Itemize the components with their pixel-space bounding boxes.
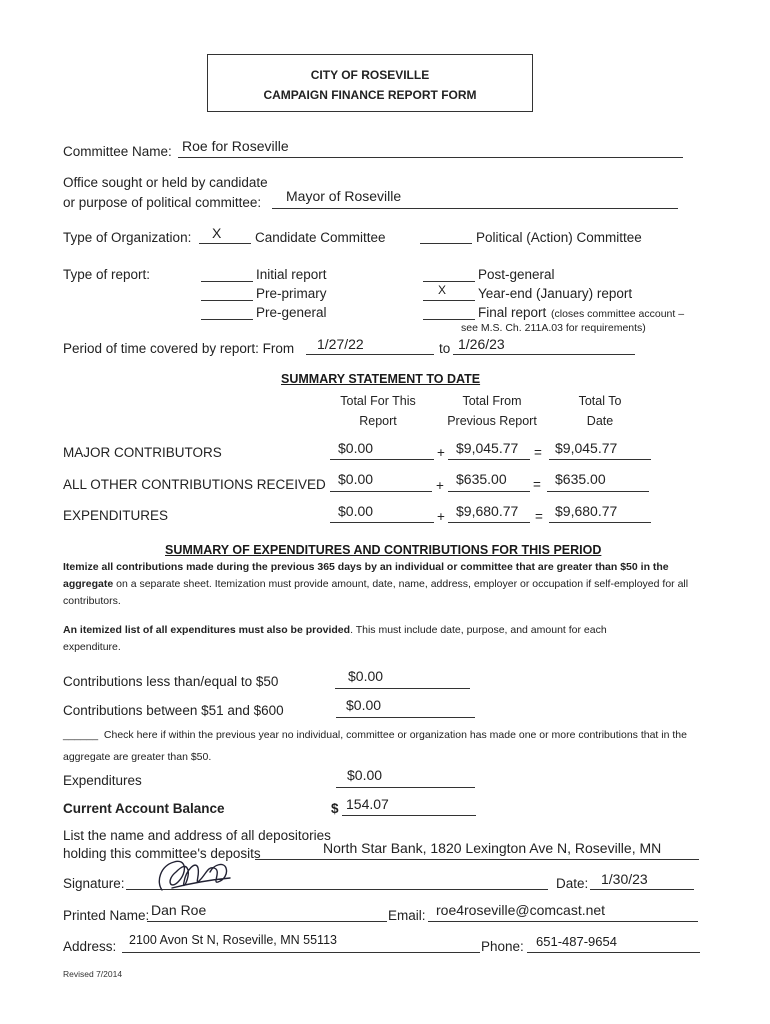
depository-line <box>255 859 699 860</box>
contrib-le50-line <box>335 688 470 689</box>
committee-name-value[interactable]: Roe for Roseville <box>182 138 289 154</box>
period-label: Period of time covered by report: From <box>63 341 295 356</box>
summary-col3-line1: Total To <box>578 394 622 408</box>
balance-line <box>342 815 476 816</box>
printed-name-line <box>147 921 387 922</box>
contrib-range-line <box>336 717 475 718</box>
summary-row-prev-line <box>448 522 530 523</box>
summary-row-this[interactable]: $0.00 <box>338 440 374 456</box>
summary-row-total-line <box>549 522 651 523</box>
report-postgeneral-label: Post-general <box>478 267 555 282</box>
phone-value[interactable]: 651-487-9654 <box>536 934 617 949</box>
email-line <box>428 921 698 922</box>
summary-row-total-line <box>549 459 651 460</box>
no-contrib-check-line1[interactable] <box>63 729 687 741</box>
expenditure-paragraph <box>63 622 663 656</box>
contrib-le50-label: Contributions less than/equal to $50 <box>63 674 279 689</box>
signature-date-value[interactable]: 1/30/23 <box>601 871 648 887</box>
summary-row-prev[interactable]: $9,045.77 <box>456 440 519 456</box>
org-candidate-label: Candidate Committee <box>255 230 386 245</box>
period-to-value[interactable]: 1/26/23 <box>458 336 505 352</box>
revised-note: Revised 7/2014 <box>63 969 123 979</box>
expend-rest-text: . This must include date, purpose, and amount for each expenditure. <box>63 624 607 653</box>
org-candidate-mark[interactable]: X <box>212 225 222 241</box>
report-pregeneral-line <box>201 319 253 320</box>
signature-date-label: Date: <box>556 876 589 891</box>
summary-col2-line1: Total From <box>462 394 522 408</box>
report-final-note1: (closes committee account – <box>551 308 685 320</box>
summary-row-prev[interactable]: $9,680.77 <box>456 503 519 519</box>
no-contrib-check-text2: aggregate are greater than $50. <box>63 751 212 763</box>
expenditures-label: Expenditures <box>63 773 142 788</box>
committee-name-line <box>178 157 683 158</box>
period-summary-heading: SUMMARY OF EXPENDITURES AND CONTRIBUTIONS FOR THIS PERIOD <box>165 543 602 557</box>
report-initial-line <box>201 281 253 282</box>
contrib-le50-value[interactable]: $0.00 <box>348 668 384 684</box>
report-final-line <box>423 319 475 320</box>
summary-row-this[interactable]: $0.00 <box>338 503 374 519</box>
address-value[interactable]: 2100 Avon St N, Roseville, MN 55113 <box>129 933 337 947</box>
summary-row-label: MAJOR CONTRIBUTORS <box>63 445 222 460</box>
depository-label-line2: holding this committee's deposits <box>63 846 261 861</box>
summary-row-label: EXPENDITURES <box>63 508 169 523</box>
summary-row-prev[interactable]: $635.00 <box>456 471 507 487</box>
summary-col3-line2: Date <box>586 414 614 428</box>
summary-row-total[interactable]: $9,680.77 <box>555 503 618 519</box>
contrib-range-value[interactable]: $0.00 <box>346 697 382 713</box>
office-label-line1: Office sought or held by candidate <box>63 175 268 190</box>
email-value[interactable]: roe4roseville@comcast.net <box>436 902 606 918</box>
summary-heading: SUMMARY STATEMENT TO DATE <box>281 372 481 386</box>
handwritten-signature[interactable] <box>152 852 236 898</box>
office-label-line2: or purpose of political committee: <box>63 195 262 210</box>
report-yearend-line <box>423 300 475 301</box>
depository-label-line1: List the name and address of all depositories <box>63 828 331 843</box>
depository-value[interactable]: North Star Bank, 1820 Lexington Ave N, Roseville, MN <box>323 840 662 856</box>
address-label: Address: <box>63 939 117 954</box>
summary-row-eq: = <box>535 509 543 524</box>
summary-row-total-line <box>547 491 649 492</box>
form-title-line1: CITY OF ROSEVILLE <box>310 68 430 82</box>
summary-row-eq: = <box>533 477 541 492</box>
summary-row-label: ALL OTHER CONTRIBUTIONS RECEIVED <box>63 477 326 492</box>
report-final-note2: see M.S. Ch. 211A.03 for requirements) <box>461 322 646 334</box>
email-label: Email: <box>388 908 426 923</box>
report-type-label: Type of report: <box>63 267 151 282</box>
summary-row-total[interactable]: $9,045.77 <box>555 440 618 456</box>
report-preprimary-line <box>201 300 253 301</box>
org-type-label: Type of Organization: <box>63 230 192 245</box>
report-pregeneral-label: Pre-general <box>256 305 327 320</box>
summary-row-eq: = <box>534 445 542 460</box>
org-political-label: Political (Action) Committee <box>476 230 642 245</box>
balance-dollar: $ <box>331 801 339 816</box>
period-from-value[interactable]: 1/27/22 <box>317 336 364 352</box>
summary-col1-line2: Report <box>359 414 397 428</box>
expenditures-value[interactable]: $0.00 <box>347 767 383 783</box>
report-postgeneral-line <box>423 281 475 282</box>
summary-row-prev-line <box>448 459 530 460</box>
form-title-line2: CAMPAIGN FINANCE REPORT FORM <box>263 88 477 102</box>
report-yearend-mark[interactable]: X <box>438 283 447 297</box>
summary-col2-line2: Previous Report <box>447 414 537 428</box>
summary-row-this-line <box>330 459 434 460</box>
summary-row-plus: + <box>437 445 445 460</box>
committee-name-label: Committee Name: <box>63 144 172 159</box>
balance-label: Current Account Balance <box>63 801 225 816</box>
printed-name-value[interactable]: Dan Roe <box>151 902 207 918</box>
form-title-box <box>207 54 533 112</box>
expend-bold-text: An itemized list of all expenditures must also be provided <box>63 624 351 636</box>
office-value[interactable]: Mayor of Roseville <box>286 188 402 204</box>
signature-date-line <box>590 889 694 890</box>
itemize-rest-text: on a separate sheet. Itemization must provide amount, date, name, address, employer or occupation if self-employed for all contributors. <box>63 578 689 607</box>
report-preprimary-label: Pre-primary <box>256 286 327 301</box>
summary-row-this-line <box>330 491 432 492</box>
org-political-line <box>420 243 472 244</box>
balance-value[interactable]: 154.07 <box>346 796 389 812</box>
no-contrib-check-blank[interactable]: ______ <box>63 729 99 741</box>
report-yearend-label: Year-end (January) report <box>478 286 633 301</box>
summary-col1-line1: Total For This <box>340 394 416 408</box>
period-to-label: to <box>439 341 451 356</box>
signature-label: Signature: <box>63 876 125 891</box>
report-final-label: Final report <box>478 305 547 320</box>
expenditures-line <box>336 787 475 788</box>
phone-label: Phone: <box>481 939 524 954</box>
itemize-paragraph <box>63 559 708 610</box>
summary-row-this[interactable]: $0.00 <box>338 471 374 487</box>
office-line <box>272 208 678 209</box>
itemize-bold-text: Itemize all contributions made during the previous 365 days by an individual or committee that are greater than $50 in the aggregate <box>63 561 669 590</box>
summary-row-this-line <box>330 522 434 523</box>
report-initial-label: Initial report <box>256 267 327 282</box>
period-from-line <box>306 354 434 355</box>
summary-row-prev-line <box>448 491 530 492</box>
printed-name-label: Printed Name: <box>63 908 150 923</box>
address-line <box>122 952 480 953</box>
period-to-line <box>453 354 635 355</box>
phone-line <box>527 952 700 953</box>
summary-row-total[interactable]: $635.00 <box>555 471 606 487</box>
summary-row-plus: + <box>436 478 444 493</box>
no-contrib-check-text1: Check here if within the previous year no individual, committee or organization has made one or more contributions that in the <box>103 729 687 741</box>
org-candidate-line <box>199 243 251 244</box>
summary-row-plus: + <box>437 509 445 524</box>
contrib-range-label: Contributions between $51 and $600 <box>63 703 284 718</box>
